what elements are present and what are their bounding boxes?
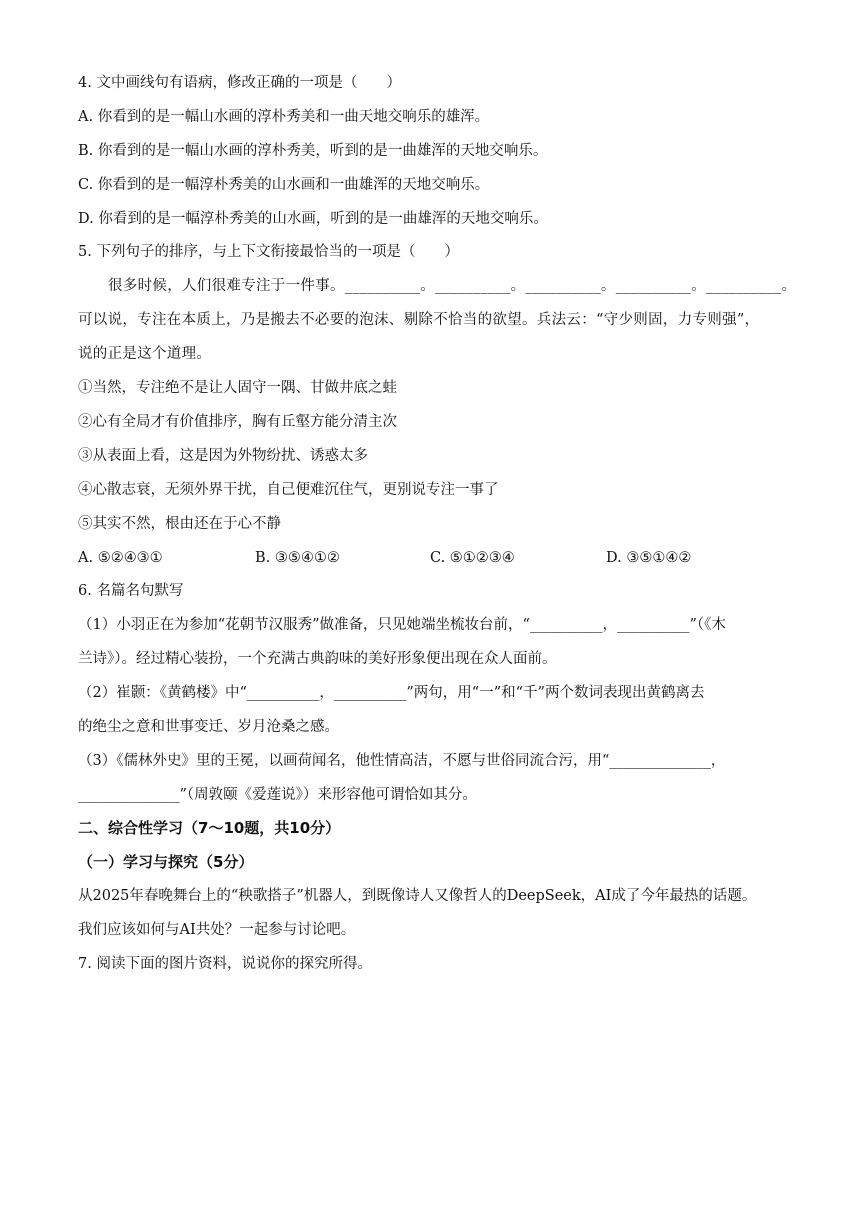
- q5-sentence-5: ⑤其实不然，根由还在于心不静: [78, 516, 281, 532]
- q5-choice-c: C. ⑤①②③④: [430, 550, 515, 566]
- q6-line: （2）崔颢：《黄鹤楼》中“__________，__________”两句，用“一”和“千”两个数词表现出黄鹤离去: [78, 685, 705, 701]
- q5-choice-b: B. ③⑤④①②: [255, 550, 340, 566]
- q4-option-a: A. 你看到的是一幅山水画的淳朴秀美和一曲天地交响乐的雄浑。: [78, 109, 490, 125]
- q5-sentence-4: ④心散志衰，无须外界干扰，自己便难沉住气，更别说专注一事了: [78, 482, 499, 498]
- q5-stem: 5. 下列句子的排序，与上下文衔接最恰当的一项是（ ）: [78, 244, 459, 260]
- q6-line: 兰诗》）。经过精心装扮，一个充满古典韵味的美好形象便出现在众人面前。: [78, 651, 557, 667]
- q5-passage-line: 很多时候，人们很难专注于一件事。__________。__________。__________。__________。__________。: [108, 278, 797, 294]
- q5-sentence-2: ②心有全局才有价值排序，胸有丘壑方能分清主次: [78, 414, 397, 430]
- q4-option-d: D. 你看到的是一幅淳朴秀美的山水画，听到的是一曲雄浑的天地交响乐。: [78, 211, 548, 227]
- q6-stem: 6. 名篇名句默写: [78, 583, 184, 599]
- section-title: 二、综合性学习（7～10题，共10分）: [78, 819, 341, 837]
- q5-passage-line: 说的正是这个道理。: [78, 346, 212, 362]
- q5-sentence-1: ①当然，专注绝不是让人固守一隅、甘做井底之蛙: [78, 380, 397, 396]
- section-intro-line: 从2025年春晚舞台上的“秧歌搭子”机器人，到既像诗人又像哲人的DeepSeek，AI成了今年最热的话题。: [78, 888, 757, 904]
- section-subtitle: （一）学习与探究（5分）: [78, 853, 254, 871]
- q4-option-c: C. 你看到的是一幅淳朴秀美的山水画和一曲雄浑的天地交响乐。: [78, 177, 490, 193]
- q4-option-b: B. 你看到的是一幅山水画的淳朴秀美，听到的是一曲雄浑的天地交响乐。: [78, 143, 548, 159]
- q5-sentence-3: ③从表面上看，这是因为外物纷扰、诱惑太多: [78, 448, 368, 464]
- q5-choice-a: A. ⑤②④③①: [78, 550, 163, 566]
- q6-line: （3）《儒林外史》里的王冕，以画荷闻名，他性情高洁，不愿与世俗同流合污，用“______________，: [78, 753, 726, 769]
- q5-choice-d: D. ③⑤①④②: [606, 550, 692, 566]
- q6-line: ______________”（周敦颐《爱莲说》）来形容他可谓恰如其分。: [78, 787, 477, 803]
- q4-stem: 4. 文中画线句有语病，修改正确的一项是（ ）: [78, 75, 401, 91]
- q5-passage-line: 可以说，专注在本质上，乃是搬去不必要的泡沫、剔除不恰当的欲望。兵法云：“守少则固，力专则强”，: [78, 312, 760, 328]
- q6-line: 的绝尘之意和世事变迁、岁月沧桑之感。: [78, 719, 339, 735]
- q6-line: （1）小羽正在为参加“花朝节汉服秀”做准备，只见她端坐梳妆台前，“__________，__________”（《木: [78, 617, 726, 633]
- q7-stem: 7. 阅读下面的图片资料，说说你的探究所得。: [78, 956, 372, 972]
- section-intro-line: 我们应该如何与AI共处？一起参与讨论吧。: [78, 922, 356, 938]
